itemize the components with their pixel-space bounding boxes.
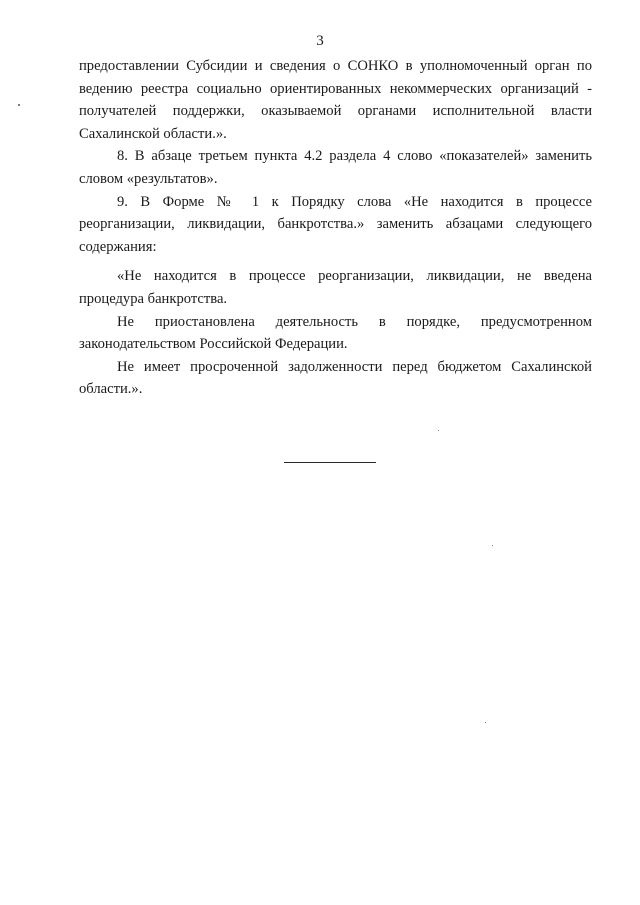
paragraph-item-9 bbox=[79, 191, 592, 259]
document-body bbox=[79, 55, 592, 401]
text-line: Сахалинской области.». bbox=[79, 125, 227, 142]
text-line: содержания: bbox=[79, 238, 157, 255]
text-line: реорганизации, ликвидации, банкротства.» заменить абзацами следующего bbox=[79, 216, 592, 233]
paragraph-quoted-2 bbox=[79, 311, 592, 356]
scan-speck bbox=[492, 545, 493, 546]
end-divider-line bbox=[284, 462, 376, 463]
page-number: 3 bbox=[316, 33, 324, 49]
scan-speck bbox=[485, 722, 486, 723]
text-line: ведению реестра социально ориентированных некоммерческих организаций - bbox=[79, 80, 592, 97]
text-line: области.». bbox=[79, 381, 143, 398]
scan-speck bbox=[438, 430, 439, 431]
text-line: получателей поддержки, оказываемой органами исполнительной власти bbox=[79, 103, 592, 120]
text-line: процедура банкротства. bbox=[79, 290, 228, 307]
paragraph-continuation bbox=[79, 55, 592, 145]
text-line: Не приостановлена деятельность в порядке, предусмотренном bbox=[117, 313, 592, 330]
text-line: «Не находится в процессе реорганизации, ликвидации, не введена bbox=[117, 268, 592, 285]
text-line: Не имеет просроченной задолженности перед бюджетом Сахалинской bbox=[117, 358, 592, 375]
text-line: словом «результатов». bbox=[79, 170, 218, 187]
text-line: законодательством Российской Федерации. bbox=[79, 336, 348, 353]
scan-speck bbox=[18, 104, 20, 106]
text-line: 9. В Форме № 1 к Порядку слова «Не находится в процессе bbox=[117, 193, 592, 210]
paragraph-quoted-3 bbox=[79, 356, 592, 401]
paragraph-quoted-1 bbox=[79, 265, 592, 310]
text-line: предоставлении Субсидии и сведения о СОНКО в уполномоченный орган по bbox=[79, 58, 592, 74]
paragraph-item-8 bbox=[79, 145, 592, 190]
text-line: 8. В абзаце третьем пункта 4.2 раздела 4 слово «показателей» заменить bbox=[117, 148, 592, 165]
